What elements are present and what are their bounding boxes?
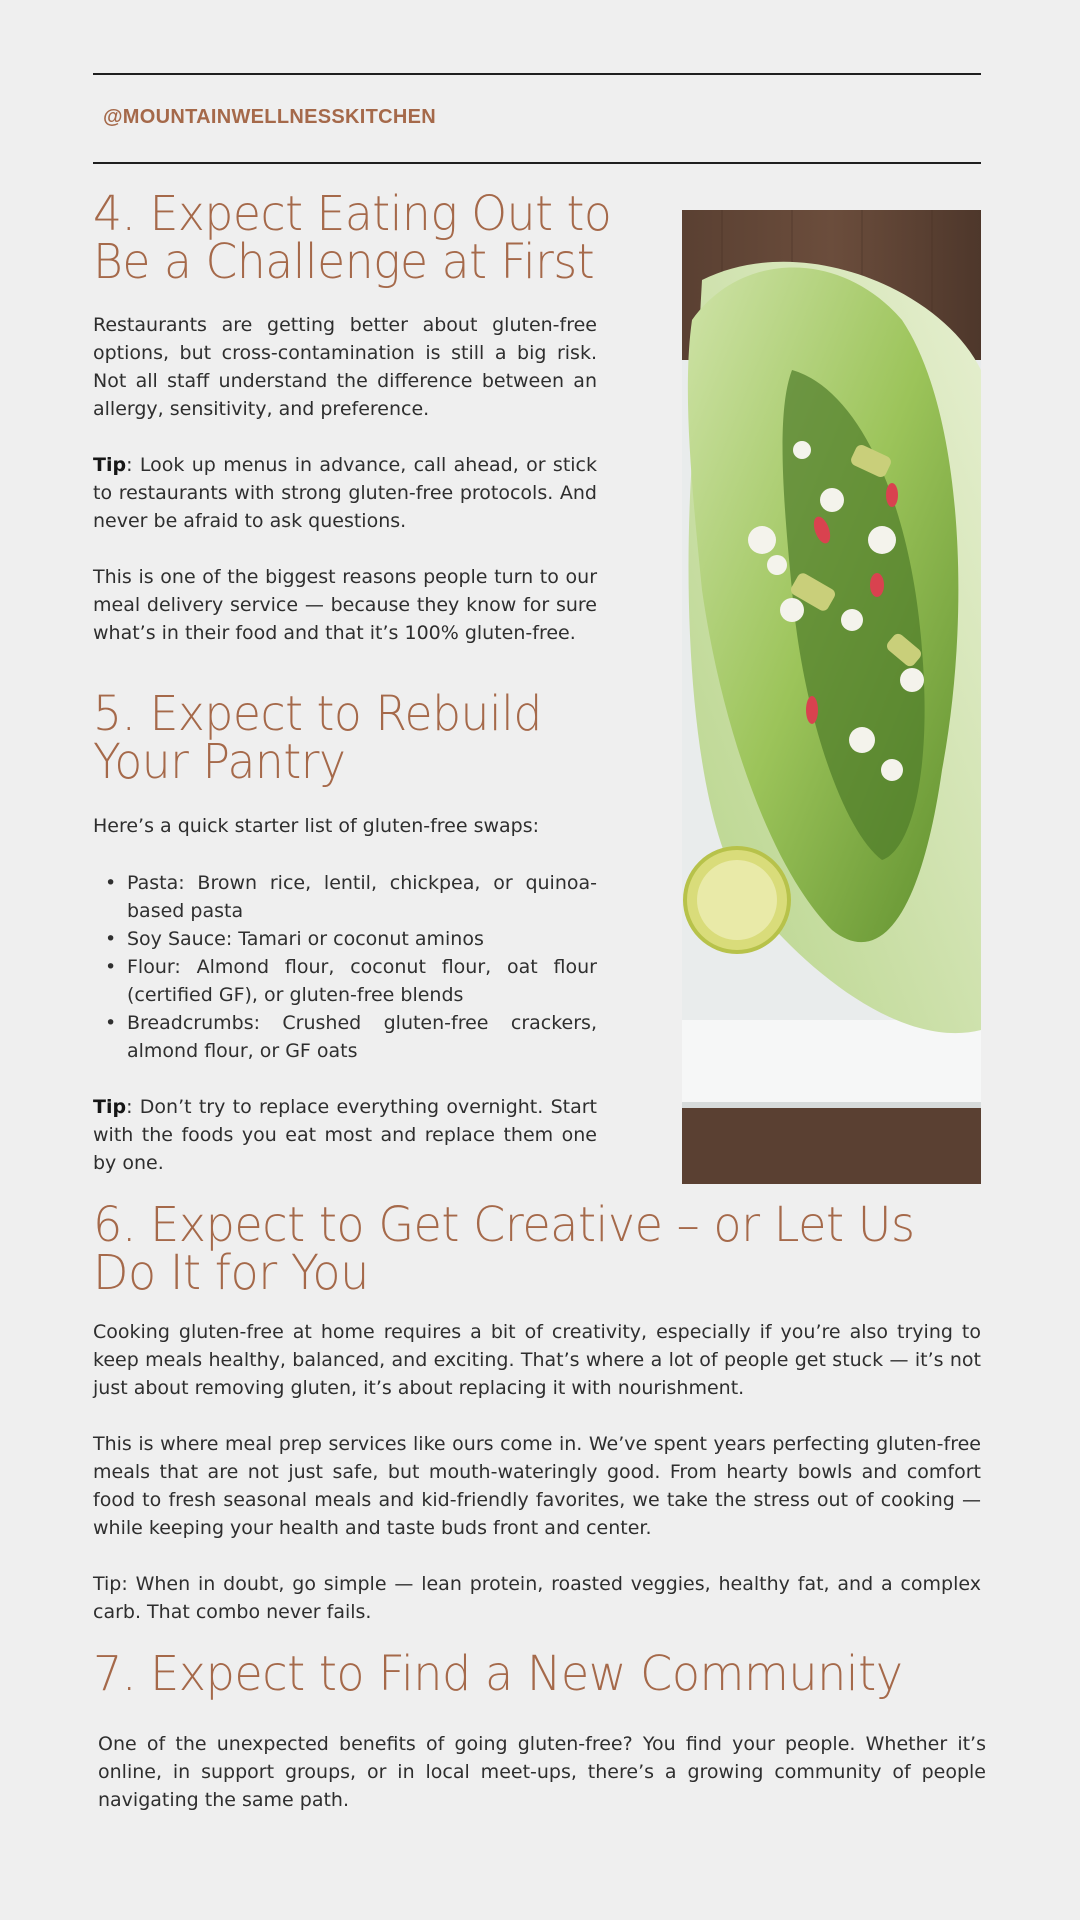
header-bottom-rule (93, 162, 981, 164)
section6-paragraph-2: This is where meal prep services like ours come in. We’ve spent years perfecting gluten-free meals that are not just safe, but mouth-wateringly good. From hearty bowls and comfort food to fresh seasonal meals and kid-friendly favorites, we take the stress out of cooking — while keeping your health and taste buds front and center. (93, 1433, 981, 1539)
section4-tip (93, 451, 597, 535)
tip-text: : Look up menus in advance, call ahead, or stick to restaurants with strong gluten-free protocols. And never be afraid to ask questions. (93, 454, 597, 532)
lettuce-wrap-food-image (682, 210, 981, 1184)
section4-paragraph: Restaurants are getting better about gluten-free options, but cross-contamination is still a big risk. Not all staff understand the difference between an allergy, sensitivity, and preference. (93, 314, 597, 420)
section6-heading: 6. Expect to Get Creative – or Let Us Do It for You (93, 1197, 915, 1301)
gluten-free-swaps-list (93, 869, 597, 1065)
section6-tip: Tip: When in doubt, go simple — lean protein, roasted veggies, healthy fat, and a complex carb. That combo never fails. (93, 1573, 981, 1623)
list-item: • Breadcrumbs: Crushed gluten-free crackers, almond flour, or GF oats (127, 1009, 597, 1065)
section5-heading: 5. Expect to Rebuild Your Pantry (93, 686, 542, 790)
tip-text: : Don’t try to replace everything overnight. Start with the foods you eat most and replace them one by one. (93, 1096, 597, 1174)
section5-intro: Here’s a quick starter list of gluten-free swaps: (93, 815, 540, 837)
social-handle: @MOUNTAINWELLNESSKITCHEN (103, 106, 436, 128)
section7-heading: 7. Expect to Find a New Community (93, 1646, 903, 1702)
list-item: • Soy Sauce: Tamari or coconut aminos (127, 925, 597, 953)
section6-paragraph-1: Cooking gluten-free at home requires a bit of creativity, especially if you’re also trying to keep meals healthy, balanced, and exciting. That’s where a lot of people get stuck — it’s not just about removing gluten, it’s about replacing it with nourishment. (93, 1321, 981, 1399)
tip-label: Tip (93, 1096, 127, 1118)
section4-heading: 4. Expect Eating Out to Be a Challenge at First (93, 186, 612, 290)
top-rule (93, 73, 981, 75)
section5-tip (93, 1093, 597, 1177)
section4-paragraph-delivery: This is one of the biggest reasons people turn to our meal delivery service — because they know for sure what’s in their food and that it’s 100% gluten-free. (93, 566, 597, 644)
list-item: • Pasta: Brown rice, lentil, chickpea, or quinoa-based pasta (127, 869, 597, 925)
section7-paragraph: One of the unexpected benefits of going gluten-free? You find your people. Whether it’s online, in support groups, or in local meet-ups, there’s a growing community of people navigating the same path. (98, 1733, 986, 1811)
list-item: • Flour: Almond flour, coconut flour, oat flour (certified GF), or gluten-free blends (127, 953, 597, 1009)
tip-label: Tip (93, 454, 127, 476)
